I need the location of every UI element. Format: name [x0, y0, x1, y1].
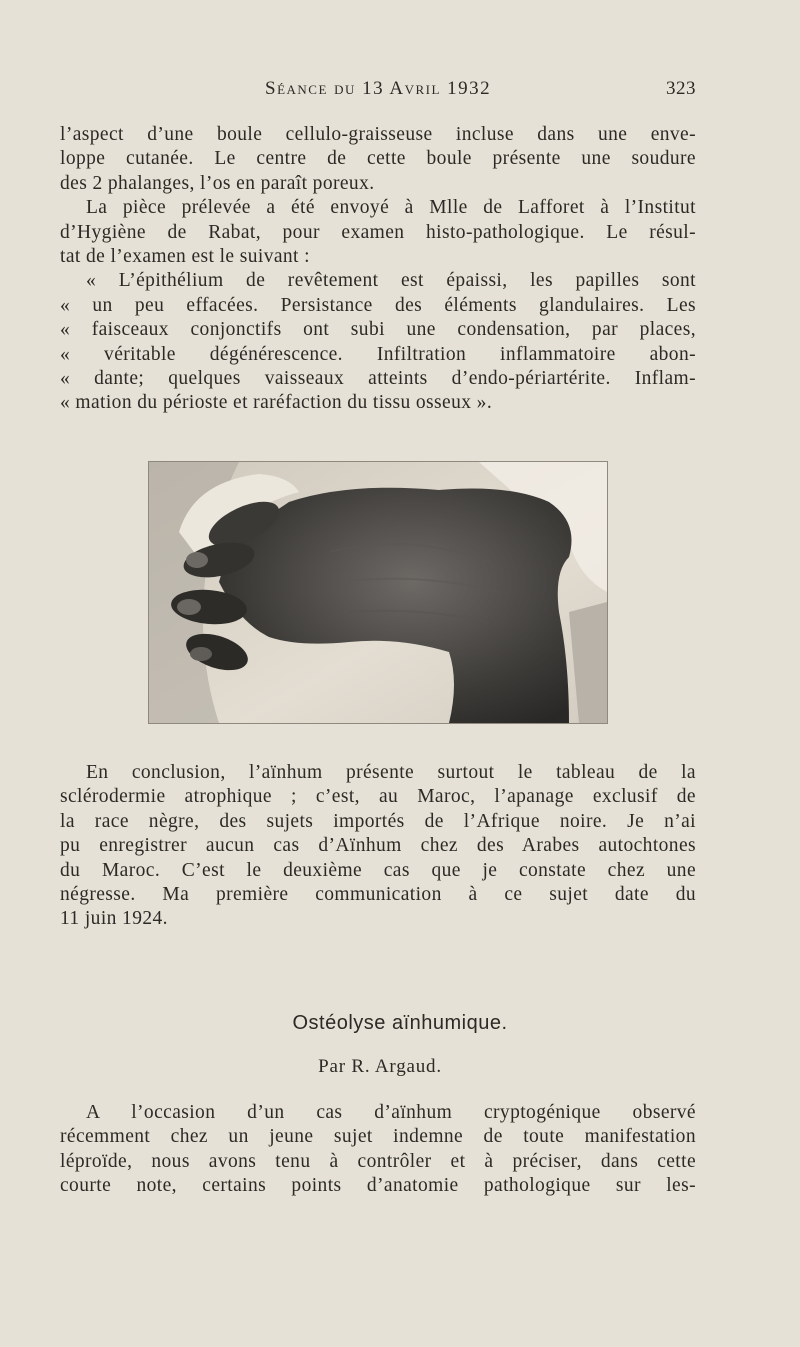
text-line: d’Hygiène de Rabat, pour examen histo-pathologique. Le résul- — [60, 221, 696, 243]
running-head: Séance du 13 Avril 1932 — [265, 78, 492, 99]
text-line: l’aspect d’une boule cellulo-graisseuse incluse dans une enve- — [60, 124, 696, 145]
text-line: tat de l’examen est le suivant : — [60, 245, 310, 267]
text-line: négresse. Ma première communication à ce sujet date du — [60, 883, 696, 905]
text-line: récemment chez un jeune sujet indemne de toute manifestation — [60, 1126, 696, 1148]
hand-photograph — [148, 461, 608, 724]
text-line: En conclusion, l’aïnhum présente surtout le tableau de la — [86, 762, 696, 783]
section-byline: Par R. Argaud. — [318, 1056, 442, 1077]
section-title: Ostéolyse aïnhumique. — [292, 1012, 508, 1034]
quote-line: « dante; quelques vaisseaux atteints d’endo-périartérite. Inflam- — [60, 367, 696, 389]
text-line: du Maroc. C’est le deuxième cas que je constate chez une — [60, 859, 696, 881]
bottom-text — [60, 1101, 696, 1199]
text-line: loppe cutanée. Le centre de cette boule présente une soudure — [60, 148, 696, 170]
hand-photograph-image — [149, 462, 607, 723]
quote-line: « L’épithélium de revêtement est épaissi, les papilles sont — [86, 270, 696, 292]
text-line: léproïde, nous avons tenu à contrôler et à préciser, dans cette — [60, 1150, 696, 1172]
conclusion-text — [60, 761, 696, 932]
text-line: 11 juin 1924. — [60, 908, 168, 930]
text-line: sclérodermie atrophique ; c’est, au Maroc, l’apanage exclusif de — [60, 786, 696, 808]
quote-line: « véritable dégénérescence. Infiltration inflammatoire abon- — [60, 343, 696, 365]
text-line: A l’occasion d’un cas d’aïnhum cryptogénique observé — [86, 1102, 696, 1123]
top-text — [60, 123, 696, 416]
quote-line: « un peu effacées. Persistance des éléments glandulaires. Les — [60, 294, 696, 316]
text-line: des 2 phalanges, l’os en paraît poreux. — [60, 172, 375, 194]
quote-line: « mation du périoste et raréfaction du tissu osseux ». — [60, 392, 493, 414]
page-number: 323 — [666, 78, 696, 99]
quote-line: « faisceaux conjonctifs ont subi une condensation, par places, — [60, 319, 696, 341]
text-line: la race nègre, des sujets importés de l’Afrique noire. Je n’ai — [60, 810, 696, 832]
text-line: courte note, certains points d’anatomie pathologique sur les- — [60, 1175, 696, 1197]
text-line: pu enregistrer aucun cas d’Aïnhum chez des Arabes autochtones — [60, 835, 696, 857]
text-line: La pièce prélevée a été envoyé à Mlle de Lafforet à l’Institut — [86, 197, 696, 219]
